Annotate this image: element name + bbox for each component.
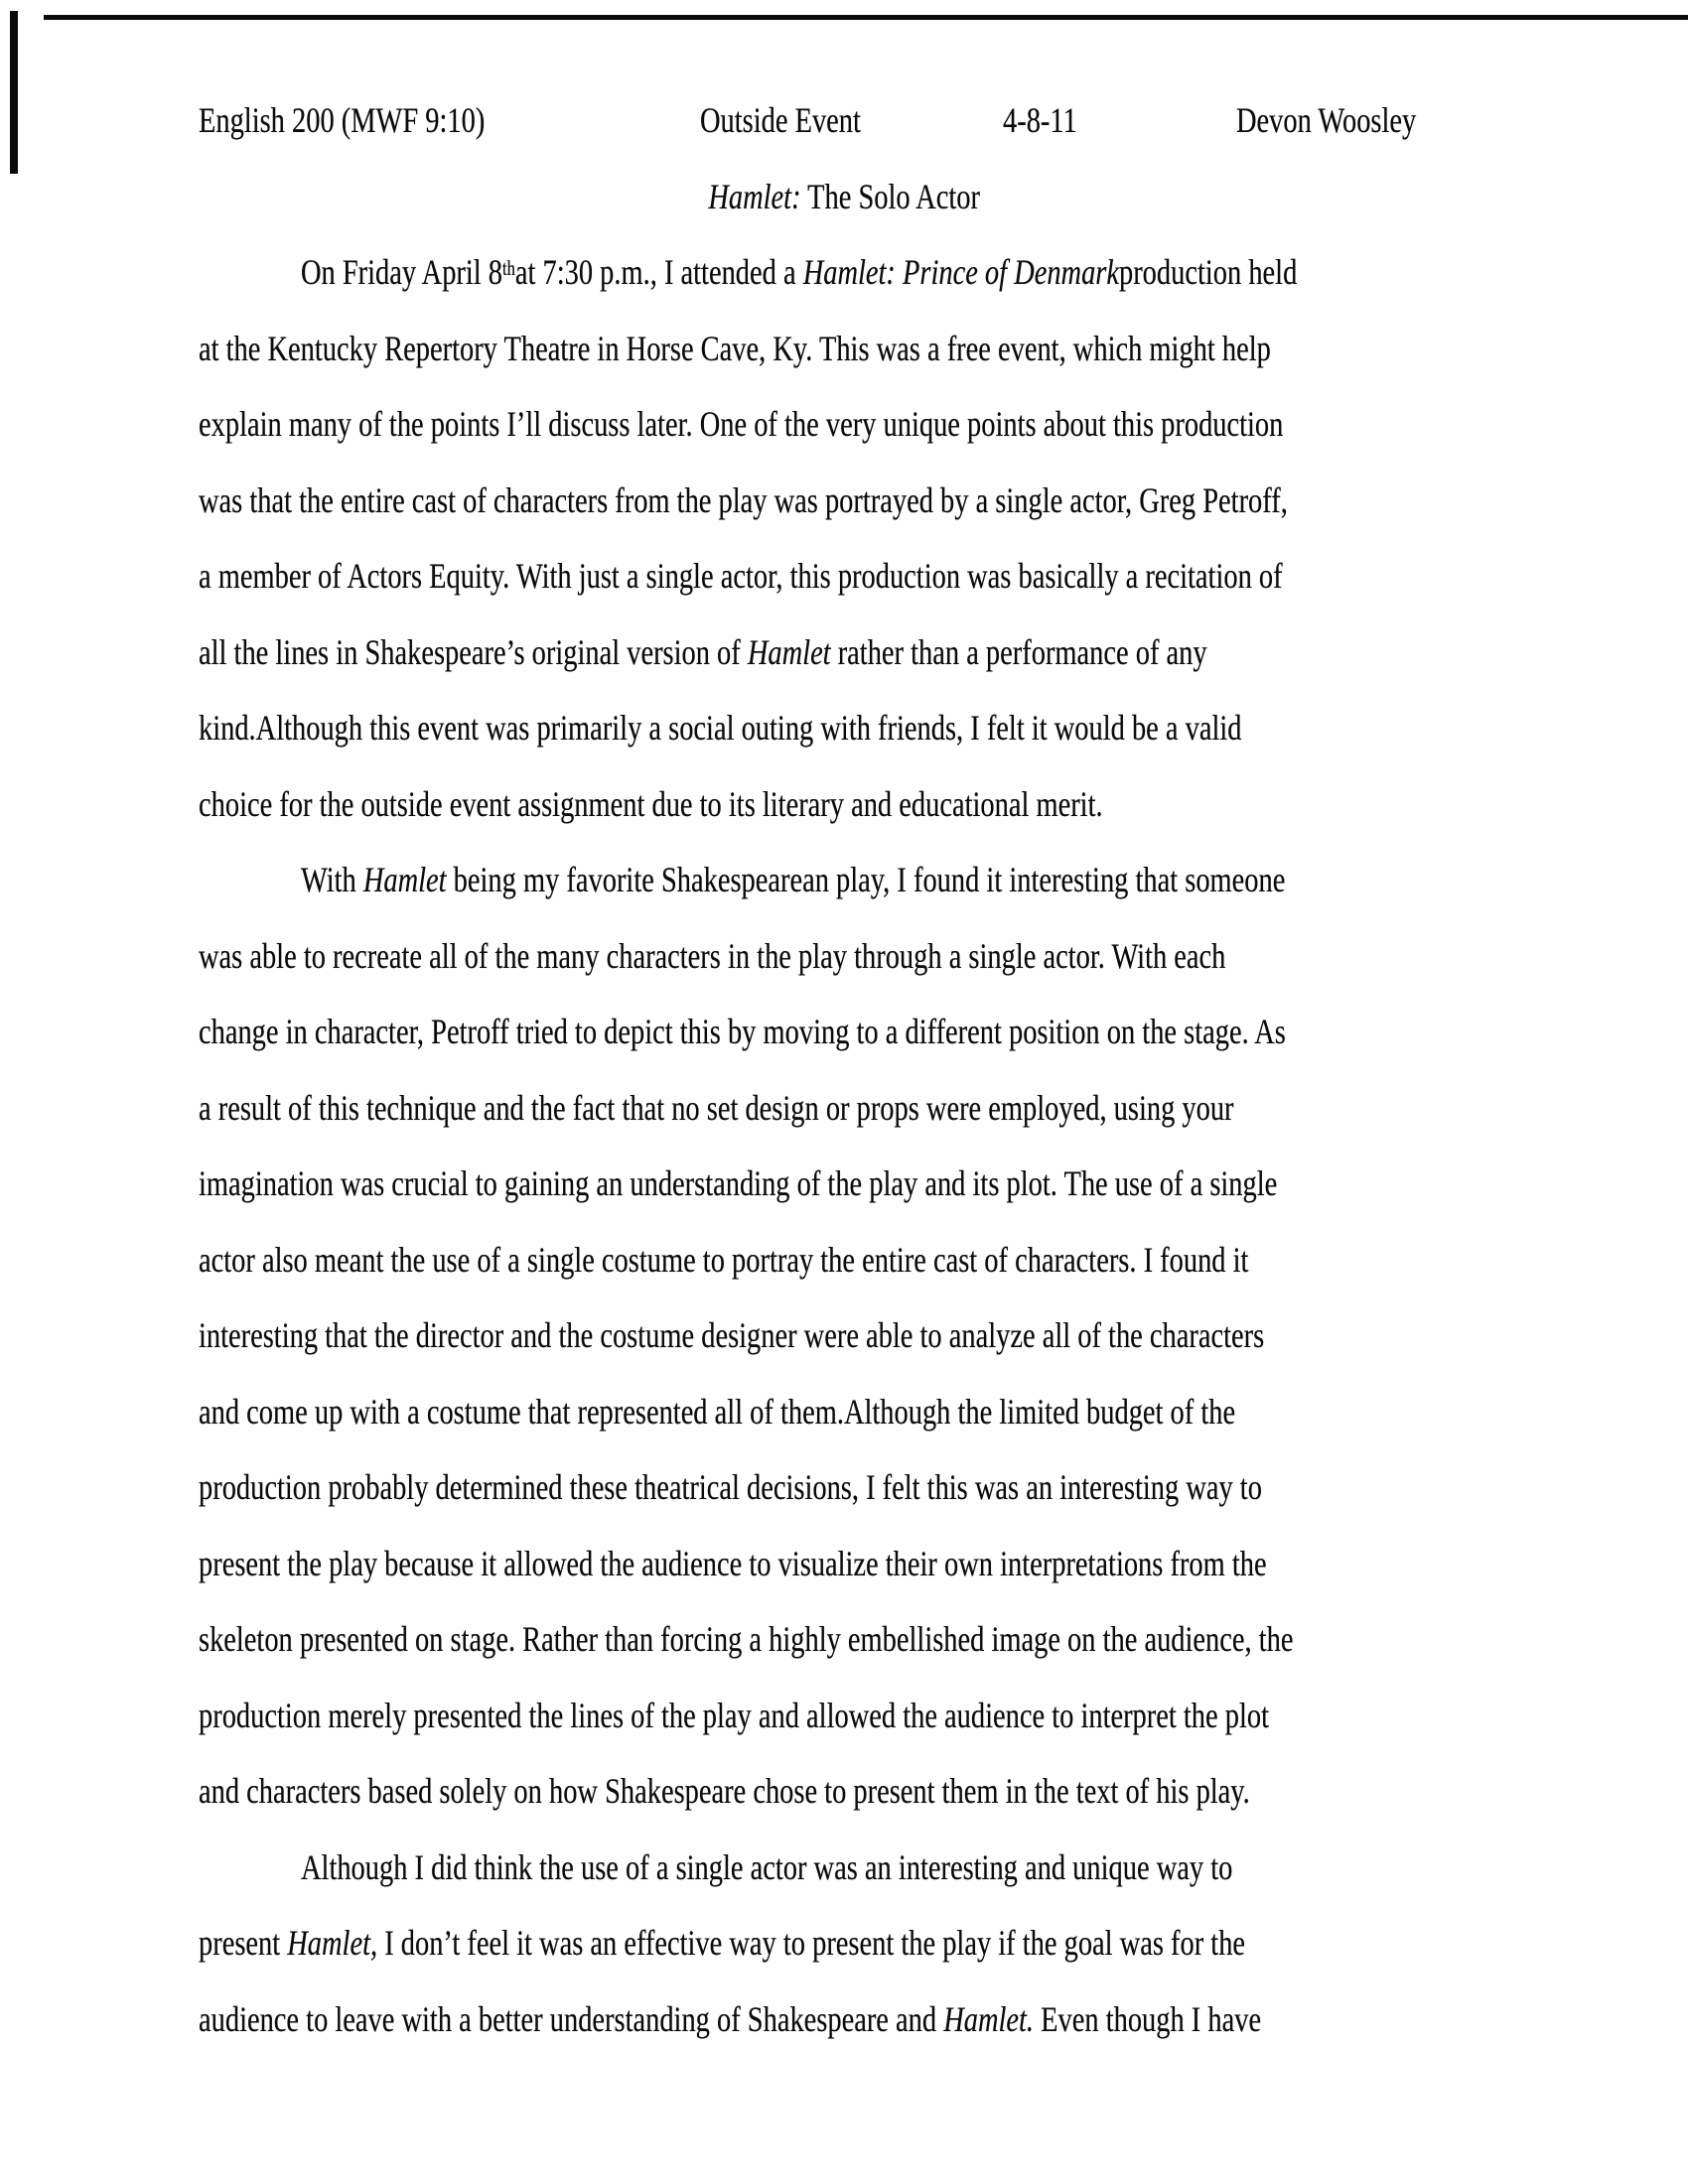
essay-line xyxy=(199,614,1489,691)
line-text xyxy=(199,1449,1262,1526)
text-run: audience to leave with a better understanding of Shakespeare and xyxy=(199,1998,944,2039)
line-text xyxy=(199,1601,1293,1678)
essay-line xyxy=(199,234,1489,311)
essay-line xyxy=(199,842,1489,918)
line-text xyxy=(199,1222,1248,1298)
essay-line xyxy=(199,1905,1489,1981)
text-run: all the lines in Shakespeare’s original version of xyxy=(199,631,748,672)
scan-artifact-top-edge xyxy=(44,15,1688,20)
italic-text: Hamlet xyxy=(362,860,447,899)
line-text xyxy=(199,918,1225,995)
text-run: rather than a performance of any xyxy=(830,631,1207,672)
text-run: present the play because it allowed the audience to visualize their own interpretations from the xyxy=(199,1543,1267,1583)
essay-line xyxy=(199,1601,1489,1678)
text-run: The Solo Actor xyxy=(800,176,980,216)
essay-line xyxy=(199,918,1489,995)
essay-line xyxy=(199,463,1489,539)
line-text xyxy=(199,1526,1267,1602)
italic-text: Hamlet: xyxy=(708,176,801,216)
header-date: 4-8-11 xyxy=(1003,100,1077,140)
text-run: production held xyxy=(1118,252,1298,292)
text-run: Even though I have xyxy=(1034,1998,1262,2039)
essay-body xyxy=(199,234,1489,2057)
essay-line xyxy=(199,1753,1489,1830)
essay-line xyxy=(199,994,1489,1070)
text-run: I don’t feel it was an effective way to present the play if the goal was for the xyxy=(377,1923,1246,1963)
header-row xyxy=(199,82,1489,159)
italic-text: Hamlet. xyxy=(943,1998,1035,2039)
header-author: Devon Woosley xyxy=(1236,100,1417,140)
essay-line xyxy=(199,1830,1489,1906)
line-text xyxy=(199,1753,1250,1830)
essay-line xyxy=(199,1070,1489,1147)
line-text xyxy=(301,234,1297,316)
text-run: at the Kentucky Repertory Theatre in Horse Cave, Ky. This was a free event, which might help xyxy=(199,328,1271,368)
line-text xyxy=(301,842,1285,918)
text-run: production probably determined these theatrical decisions, I felt this was an interesting way to xyxy=(199,1467,1262,1507)
italic-text: Hamlet xyxy=(747,631,831,672)
text-run: was able to recreate all of the many characters in the play through a single actor. With each xyxy=(199,935,1226,976)
line-text xyxy=(199,1374,1235,1450)
text-run: present xyxy=(199,1923,288,1963)
essay-title xyxy=(199,159,1489,235)
line-text xyxy=(199,1146,1277,1222)
text-run: explain many of the points I’ll discuss later. One of the very unique points about this production xyxy=(199,404,1284,444)
line-text xyxy=(199,1070,1234,1147)
essay-line xyxy=(199,386,1489,463)
essay-line xyxy=(199,1222,1489,1298)
text-run: choice for the outside event assignment due to its literary and educational merit. xyxy=(199,783,1103,824)
essay-line xyxy=(199,311,1489,387)
text-run: being my favorite Shakespearean play, I found it interesting that someone xyxy=(446,860,1286,899)
text-run: Although I did think the use of a single actor was an interesting and unique way to xyxy=(301,1846,1233,1887)
text-run: a result of this technique and the fact that no set design or props were employed, using your xyxy=(199,1087,1234,1128)
line-text xyxy=(199,994,1286,1070)
text-run: and come up with a costume that represented all of them.Although the limited budget of the xyxy=(199,1391,1236,1432)
text-run: imagination was crucial to gaining an understanding of the play and its plot. The use of a single xyxy=(199,1163,1278,1203)
line-text xyxy=(199,1678,1269,1754)
superscript-text: th xyxy=(502,256,515,281)
line-text xyxy=(199,1981,1261,2058)
essay-line xyxy=(199,1678,1489,1754)
essay-line xyxy=(199,538,1489,614)
essay-title-text xyxy=(708,159,980,235)
header-assignment: Outside Event xyxy=(700,100,861,140)
essay-line xyxy=(199,1374,1489,1450)
line-text xyxy=(199,614,1207,691)
line-text xyxy=(199,311,1271,387)
line-text xyxy=(199,463,1288,539)
text-run: kind.Although this event was primarily a social outing with friends, I felt it would be a valid xyxy=(199,708,1242,748)
essay-line xyxy=(199,1449,1489,1526)
text-run: at 7:30 p.m., I attended a xyxy=(514,252,803,292)
essay-content xyxy=(199,82,1489,2057)
text-run: actor also meant the use of a single costume to portray the entire cast of characters. I found it xyxy=(199,1239,1249,1280)
text-run: and characters based solely on how Shakespeare chose to present them in the text of his play. xyxy=(199,1771,1250,1811)
text-run: production merely presented the lines of the play and allowed the audience to interpret the plot xyxy=(199,1695,1269,1735)
essay-line xyxy=(199,690,1489,766)
essay-line xyxy=(199,1526,1489,1602)
line-text xyxy=(199,1905,1245,1981)
line-text xyxy=(199,766,1103,843)
italic-text: Hamlet, xyxy=(287,1923,378,1963)
text-run: With xyxy=(301,860,363,899)
text-run: change in character, Petroff tried to depict this by moving to a different position on the stage. As xyxy=(199,1012,1286,1051)
line-text xyxy=(199,690,1242,766)
line-text xyxy=(301,1830,1232,1906)
line-text xyxy=(199,538,1283,614)
essay-line xyxy=(199,766,1489,843)
text-run: a member of Actors Equity. With just a single actor, this production was basically a recitation of xyxy=(199,556,1283,596)
header-course: English 200 (MWF 9:10) xyxy=(199,100,486,140)
italic-text: Hamlet: Prince of Denmark xyxy=(802,252,1119,292)
scan-artifact-left-edge xyxy=(10,11,18,174)
text-run: interesting that the director and the costume designer were able to analyze all of the characters xyxy=(199,1315,1265,1355)
text-run: On Friday April 8 xyxy=(301,252,503,292)
essay-line xyxy=(199,1146,1489,1222)
line-text xyxy=(199,1297,1264,1374)
line-text xyxy=(199,386,1283,463)
text-run: skeleton presented on stage. Rather than forcing a highly embellished image on the audience, the xyxy=(199,1619,1294,1659)
text-run: was that the entire cast of characters from the play was portrayed by a single actor, Greg Petroff, xyxy=(199,479,1288,520)
essay-line xyxy=(199,1297,1489,1374)
essay-line xyxy=(199,1981,1489,2058)
